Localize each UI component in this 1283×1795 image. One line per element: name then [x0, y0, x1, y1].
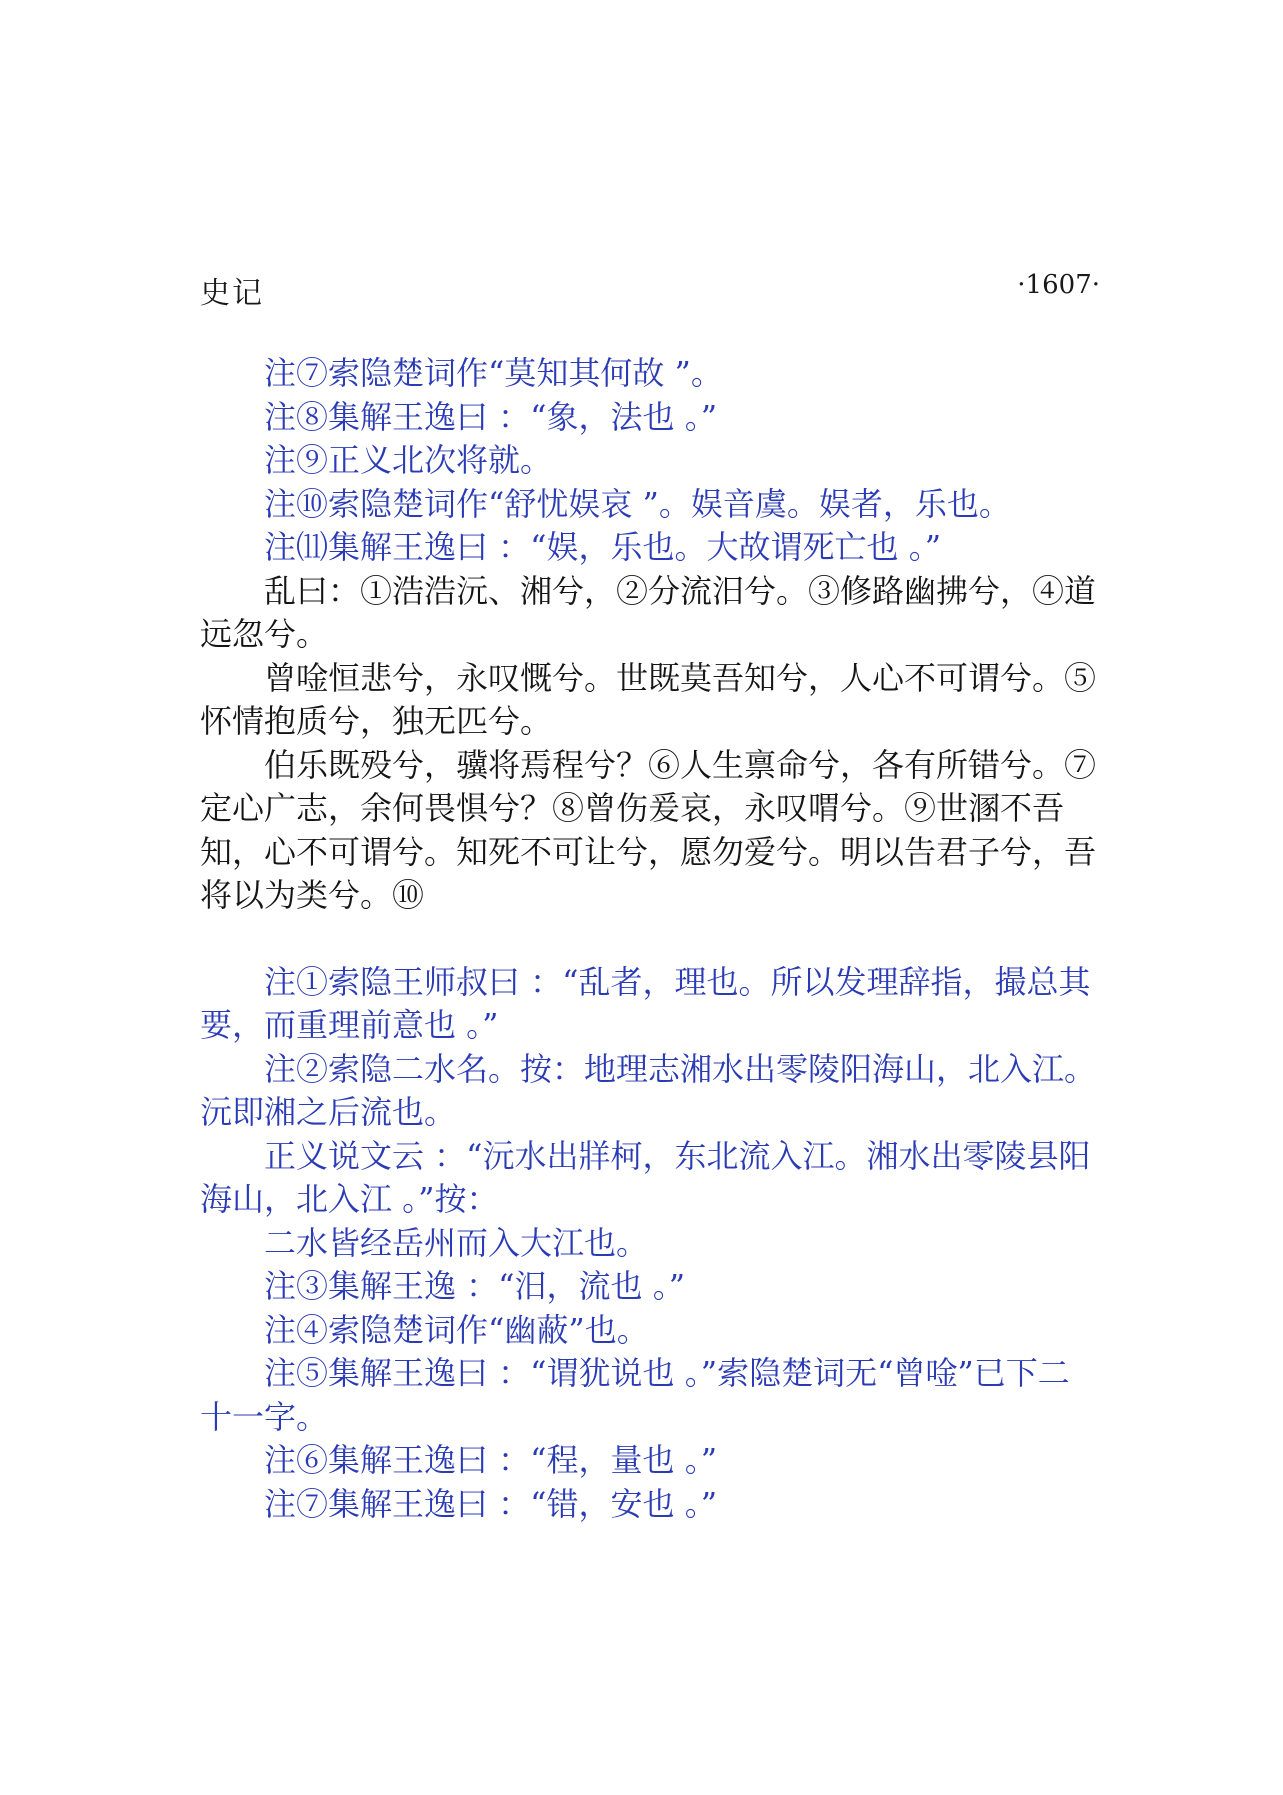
note-line: 注③集解王逸 ：“汨，流也 。” — [264, 1267, 686, 1305]
note-line: 注⑥集解王逸曰 ：“程，量也 。” — [264, 1441, 718, 1479]
note-line: 注⑦索隐楚词作“莫知其何故 ”。 — [264, 354, 723, 392]
page-number: ·1607· — [1017, 270, 1100, 300]
note-line: 正义说文云 ：“沅水出牂柯，东北流入江。湘水出零陵县阳海山，北入江 。”按： — [200, 1136, 1091, 1218]
note-line: 注②索隐二水名。按：地理志湘水出零陵阳海山，北入江。沅即湘之后流也。 — [200, 1049, 1097, 1131]
note-line: 二水皆经岳州而入大江也。 — [264, 1223, 649, 1262]
note-line: 注④索隐楚词作“幽蔽”也。 — [264, 1310, 649, 1349]
main-text-paragraph: 乱曰：①浩浩沅、湘兮，②分流汨兮。③修路幽拂兮，④道远忽兮。 — [200, 571, 1097, 653]
page-header — [200, 268, 1100, 311]
book-title: 史记 — [200, 276, 264, 311]
note-line: 注⑤集解王逸曰 ：“谓犹说也 。”索隐楚词无“曾唫”已下二十一字。 — [200, 1354, 1070, 1436]
main-text-paragraph: 伯乐既殁兮，骥将焉程兮？⑥人生禀命兮，各有所错兮。⑦定心广志，余何畏惧兮？⑧曾伤爰哀，永叹喟兮。⑨世溷不吾知，心不可谓兮。知死不可让兮，愿勿爱兮。明以告君子兮，吾将以为类兮。⑩ — [200, 745, 1097, 914]
note-line: 注①索隐王师叔曰 ：“乱者，理也。所以发理辞指，撮总其要，而重理前意也 。” — [200, 962, 1091, 1044]
paragraph-gap — [200, 918, 1100, 961]
note-line: 注⑨正义北次将就。 — [264, 441, 553, 479]
note-line: 注⑦集解王逸曰 ：“错，安也 。” — [264, 1484, 718, 1523]
page-body — [200, 352, 1100, 1526]
note-line: 注⑩索隐楚词作“舒忧娱哀 ”。娱音虞。娱者，乐也。 — [264, 484, 1011, 523]
note-line: 注⑧集解王逸曰 ：“象，法也 。” — [264, 397, 718, 436]
note-line: 注⑾集解王逸曰 ：“娱，乐也。大故谓死亡也 。” — [264, 528, 942, 566]
main-text-paragraph: 曾唫恒悲兮，永叹慨兮。世既莫吾知兮，人心不可谓兮。⑤怀情抱质兮，独无匹兮。 — [200, 658, 1097, 740]
